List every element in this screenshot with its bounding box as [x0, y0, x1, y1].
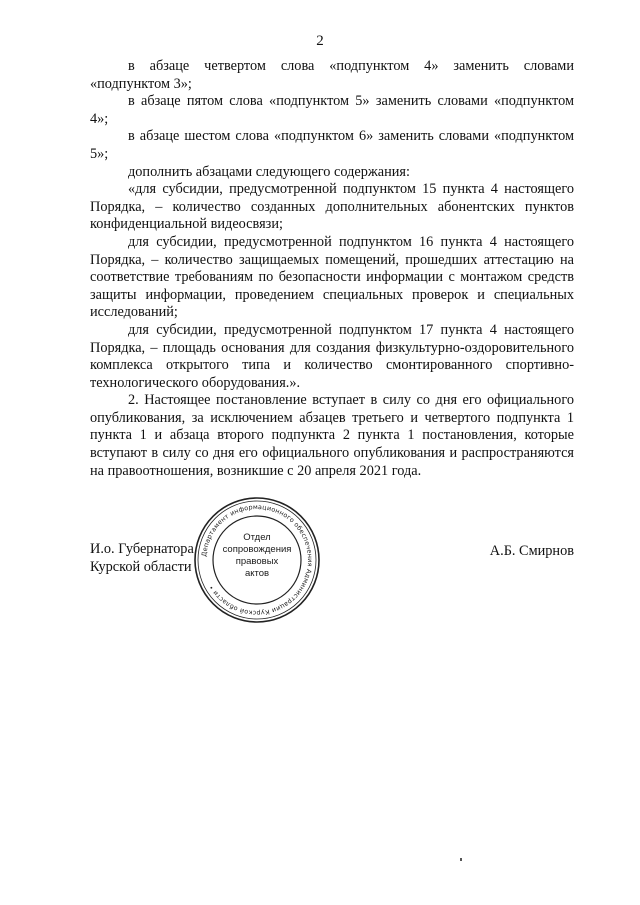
paragraph: в абзаце шестом слова «подпунктом 6» заменить словами «подпунктом 5»; [90, 128, 574, 162]
paragraph: дополнить абзацами следующего содержания: [128, 163, 410, 180]
paragraph: в абзаце пятом слова «подпунктом 5» заменить словами «подпунктом 4»; [90, 93, 574, 127]
scan-speck [460, 858, 462, 861]
stamp-ring-text: Департамент информационного обеспечения Администрации Курской области • [200, 502, 315, 618]
paragraph: в абзаце четвертом слова «подпунктом 4» заменить словами «подпунктом 3»; [90, 58, 574, 92]
signatory-position [90, 541, 194, 576]
signatory-position-line: Курской области [90, 558, 192, 575]
page-number: 2 [316, 33, 324, 49]
paragraph: для субсидии, предусмотренной подпунктом 17 пункта 4 настоящего Порядка, – площадь основания для создания физкультурно-оздоровительного комплекса открытого типа и количество смонтированного спортивно-технологического оборудования.». [90, 321, 574, 391]
stamp-center-line: сопровождения [222, 544, 292, 555]
stamp-center-line: Отдел [243, 532, 271, 543]
signatory-position-line: И.о. Губернатора [90, 541, 194, 557]
paragraph: для субсидии, предусмотренной подпунктом 16 пункта 4 настоящего Порядка, – количество защищаемых помещений, прошедших аттестацию на соответствие требованиям по безопасности информации с монтажом средств защиты информации, проведением специальных проверок и специальных исследований; [90, 233, 574, 321]
paragraph: 2. Настоящее постановление вступает в силу со дня его официального опубликования, за исключением абзацев третьего и четвертого подпункта 1 пункта 1 и абзаца второго подпункта 2 пункта 1 постановления, которые вступают в силу со дня его официального опубликования и распространяются на правоотношения, возникшие с 20 апреля 2021 года. [90, 392, 574, 479]
stamp-center-line: правовых [235, 556, 279, 567]
document-body [90, 58, 574, 480]
stamp-center-text [216, 532, 298, 580]
signatory-name: А.Б. Смирнов [489, 543, 574, 559]
stamp-center-line: актов [244, 568, 270, 579]
paragraph: «для субсидии, предусмотренной подпунктом 15 пункта 4 настоящего Порядка, – количество созданных дополнительных абонентских пунктов конфиденциальной видеосвязи; [90, 181, 574, 233]
official-stamp [192, 495, 322, 625]
